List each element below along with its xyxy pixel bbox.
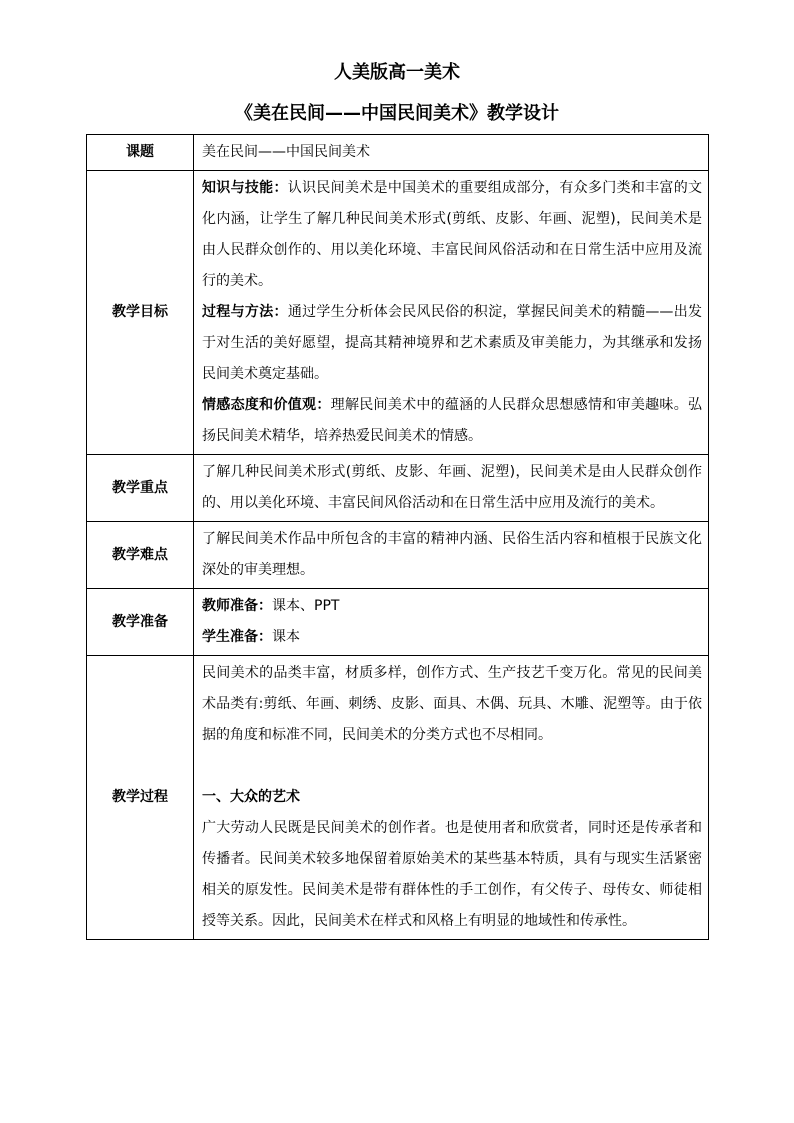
objective-knowledge (202, 173, 702, 297)
table-row-process (87, 656, 709, 940)
row-label-preparation: 教学准备 (87, 589, 194, 656)
row-content-difficulties: 了解民间美术作品中所包含的丰富的精神内涵、民俗生活内容和植根于民族文化深处的审美理想。 (194, 522, 709, 589)
prep-student (202, 622, 702, 653)
objective-process-heading: 过程与方法： (202, 304, 288, 320)
prep-teacher (202, 591, 702, 622)
table-row-key-points (87, 455, 709, 522)
objective-process-text: 通过学生分析体会民风民俗的积淀，掌握民间美术的精髓——出发于对生活的美好愿望，提高其精神境界和艺术素质及审美能力，为其继承和发扬民间美术奠定基础。 (202, 304, 703, 382)
prep-student-text: 课本 (272, 629, 300, 645)
objective-emotion (202, 390, 702, 452)
row-label-topic: 课题 (87, 135, 194, 171)
row-label-key-points: 教学重点 (87, 455, 194, 522)
objective-knowledge-heading: 知识与技能： (202, 180, 288, 196)
row-label-process: 教学过程 (87, 656, 194, 940)
table-row-preparation (87, 589, 709, 656)
row-content-key-points: 了解几种民间美术形式(剪纸、皮影、年画、泥塑)，民间美术是由人民群众创作的、用以美化环境、丰富民间风俗活动和在日常生活中应用及流行的美术。 (194, 455, 709, 522)
objective-process (202, 297, 702, 390)
table-row-difficulties (87, 522, 709, 589)
table-row-topic (87, 135, 709, 171)
prep-teacher-heading: 教师准备： (202, 598, 272, 614)
objective-emotion-text: 理解民间美术中的蕴涵的人民群众思想感情和审美趣味。弘扬民间美术精华，培养热爱民间美术的情感。 (202, 397, 703, 444)
objective-knowledge-text: 认识民间美术是中国美术的重要组成部分，有众多门类和丰富的文化内涵，让学生了解几种民间美术形式(剪纸、皮影、年画、泥塑)，民间美术是由人民群众创作的、用以美化环境、丰富民间风俗活动和在日常生活中应用及流行的美术。 (202, 180, 702, 289)
prep-student-heading: 学生准备： (202, 629, 272, 645)
row-content-objectives (194, 171, 709, 455)
process-intro: 民间美术的品类丰富，材质多样，创作方式、生产技艺千变万化。常见的民间美术品类有:剪纸、年画、刺绣、皮影、面具、木偶、玩具、木雕、泥塑等。由于依据的角度和标准不同，民间美术的分类方式也不尽相同。 (202, 665, 702, 743)
row-content-topic: 美在民间——中国民间美术 (194, 135, 709, 171)
row-content-process (194, 656, 709, 940)
row-label-difficulties: 教学难点 (87, 522, 194, 589)
paragraph-gap (202, 751, 702, 782)
table-row-objectives (87, 171, 709, 455)
prep-teacher-text: 课本、PPT (272, 598, 340, 614)
process-section1-heading: 一、大众的艺术 (202, 789, 300, 805)
objective-emotion-heading: 情感态度和价值观： (202, 397, 331, 413)
row-label-objectives: 教学目标 (87, 171, 194, 455)
row-content-preparation (194, 589, 709, 656)
process-section1-text: 广大劳动人民既是民间美术的创作者。也是使用者和欣赏者，同时还是传承者和传播者。民间美术较多地保留着原始美术的某些基本特质，具有与现实生活紧密相关的原发性。民间美术是带有群体性的手工创作，有父传子、母传女、师徒相授等关系。因此，民间美术在样式和风格上有明显的地域性和传承性。 (202, 820, 702, 929)
document-title: 《美在民间——中国民间美术》教学设计 (235, 103, 559, 124)
document-subtitle: 人美版高一美术 (334, 62, 460, 83)
lesson-plan-table (86, 134, 709, 940)
